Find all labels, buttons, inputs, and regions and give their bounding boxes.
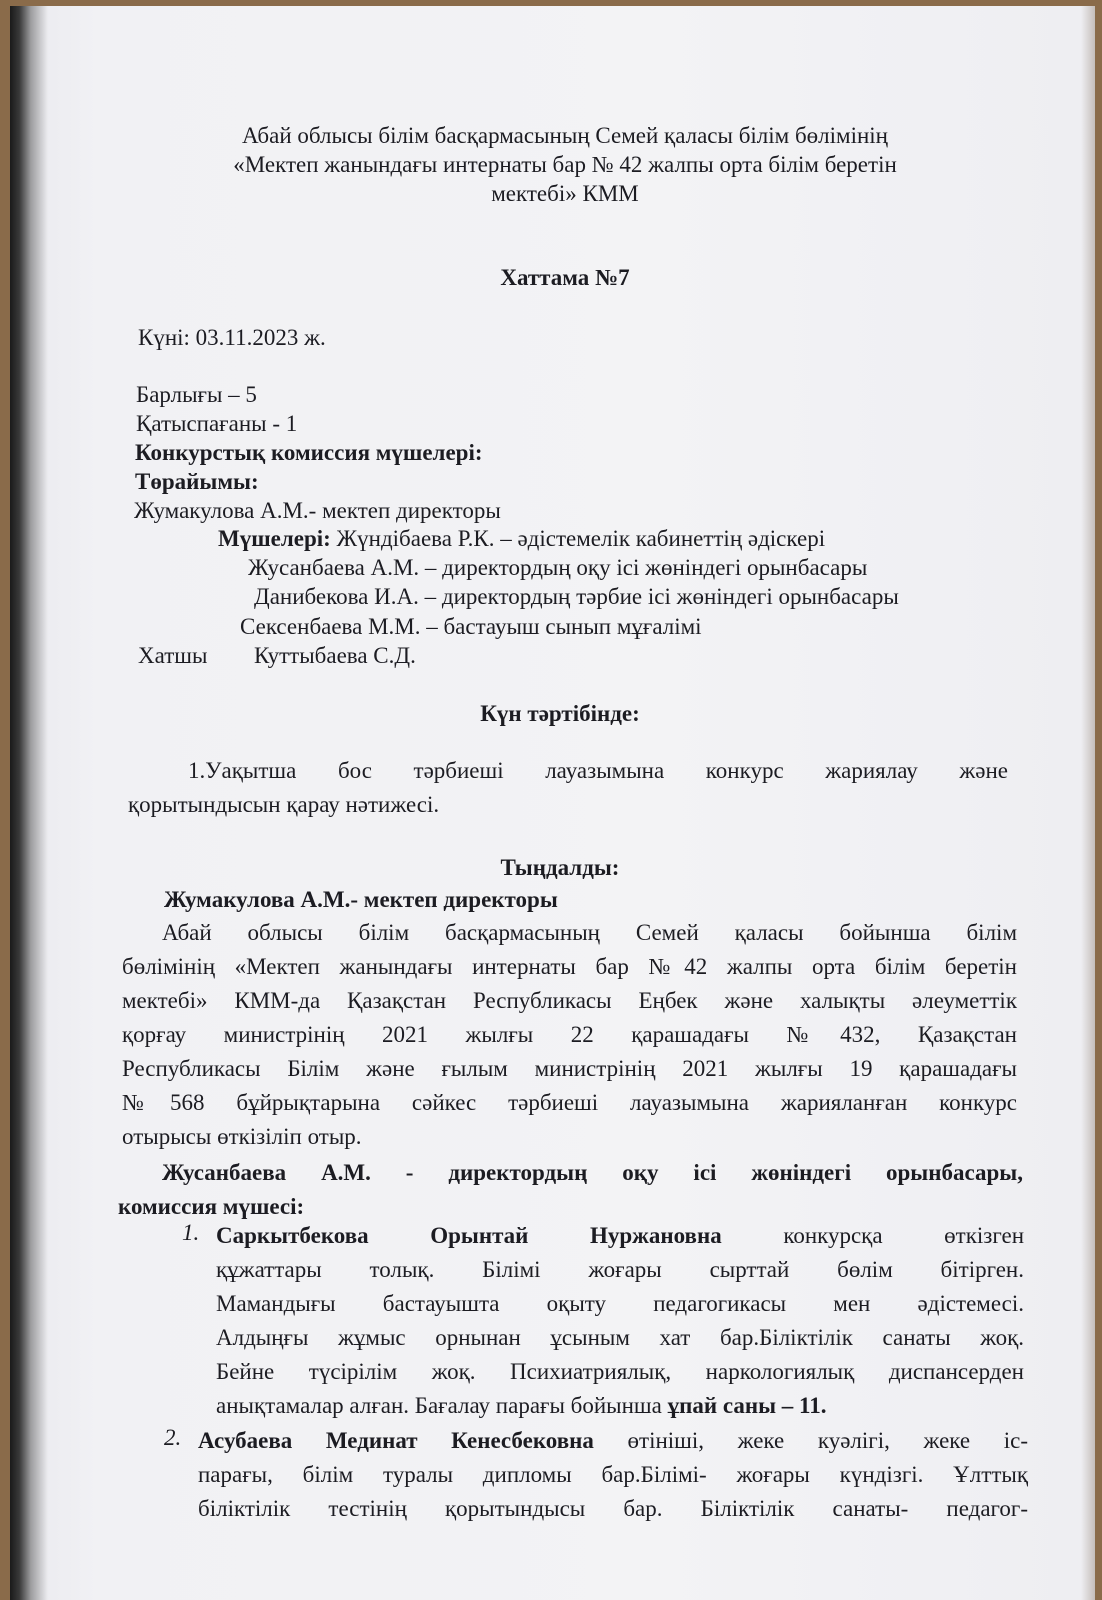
member-2: Жусанбаева А.М. – директордың оқу ісі жөніндегі орынбасары xyxy=(248,555,868,580)
meeting-date: Күні: 03.11.2023 ж. xyxy=(138,325,326,350)
members-line-1 xyxy=(218,525,825,553)
member-1: Жүндібаева Р.К. – әдістемелік кабинеттің әдіскері xyxy=(336,526,826,551)
agenda-heading: Күн тәртібінде: xyxy=(480,701,640,726)
member-4: Сексенбаева М.М. – бастауыш сынып мұғалімі xyxy=(240,614,702,639)
chair-heading: Төрайымы: xyxy=(135,469,259,494)
header-line-2: «Мектеп жанындағы интернаты бар № 42 жалпы орта білім беретін xyxy=(233,152,897,177)
secretary-label: Хатшы xyxy=(138,643,208,668)
header-line-1: Абай облысы білім басқармасының Семей қаласы білім бөлімінің xyxy=(241,123,888,148)
commission-heading: Конкурстық комиссия мүшелері: xyxy=(135,440,483,465)
scan-edge-shadow xyxy=(10,6,48,1600)
document-page xyxy=(10,6,1095,1600)
speaker-1: Жумакулова А.М.- мектеп директоры xyxy=(164,887,558,912)
candidate-2-text: Асубаева Мединат Кенесбековна өтініші, жеке куәлігі, жеке іс- парағы, білім туралы дипломы бар.Білімі- жоғары күндізгі. Ұлттық біліктілік тестінің қорытындысы бар. Біліктілік санаты- педагог- xyxy=(198,1428,1028,1521)
secretary-name: Куттыбаева С.Д. xyxy=(254,643,416,668)
speaker-2: Жусанбаева А.М. - директордың оқу ісі жөніндегі орынбасары, комиссия мүшесі: xyxy=(118,1160,1023,1219)
speaker-1-text: Абай облысы білім басқармасының Семей қаласы бойынша білім бөлімінің «Мектеп жанындағы интернаты бар №42 жалпы орта білім беретін мектебі» КММ-да Қазақстан Республикасы Еңбек және халықты әлеуметтік қорғау министрінің 2021 жылғы 22 қарашадағы №432, Қазақстан Республикасы Білім және ғылым министрінің 2021 жылғы 19 қарашадағы №568 бұйрықтарына сәйкес тәрбиеші лауазымына жарияланған конкурс отырысы өткізіліп отыр. xyxy=(122,920,1017,1149)
candidate-1-text: Саркытбекова Орынтай Нуржановна конкурсқа өткізген құжаттары толық. Білімі жоғары сырттай бөлім бітірген. Мамандығы бастауышта оқыту педагогикасы мен әдістемесі. Алдыңғы жұмыс орнынан ұсыным хат бар.Біліктілік санаты жоқ. Бейне түсірілім жоқ. Психиатриялық, наркологиялық диспансерден анықтамалар алған. Бағалау парағы бойынша ұпай саны – 11. xyxy=(216,1223,1025,1418)
candidate-2-number: 2. xyxy=(164,1425,182,1450)
header-line-3: мектебі» КММ xyxy=(491,181,639,206)
scan-edge-right xyxy=(1081,6,1095,1600)
member-3: Данибекова И.А. – директордың тәрбие ісі жөніндегі орынбасары xyxy=(254,584,899,609)
absent-count: Қатыспағаны - 1 xyxy=(136,411,298,436)
agenda-item-1: 1.Уақытша бос тәрбиеші лауазымына конкурс жариялау және қорытындысын қарау нәтижесі. xyxy=(128,758,1008,817)
chair-name: Жумакулова А.М.- мектеп директоры xyxy=(134,498,501,523)
protocol-title: Хаттама №7 xyxy=(500,265,630,290)
members-label: Мүшелері: xyxy=(218,526,331,551)
candidate-1-number: 1. xyxy=(182,1220,200,1245)
heard-heading: Тыңдалды: xyxy=(500,855,620,880)
total-count: Барлығы – 5 xyxy=(136,382,257,407)
